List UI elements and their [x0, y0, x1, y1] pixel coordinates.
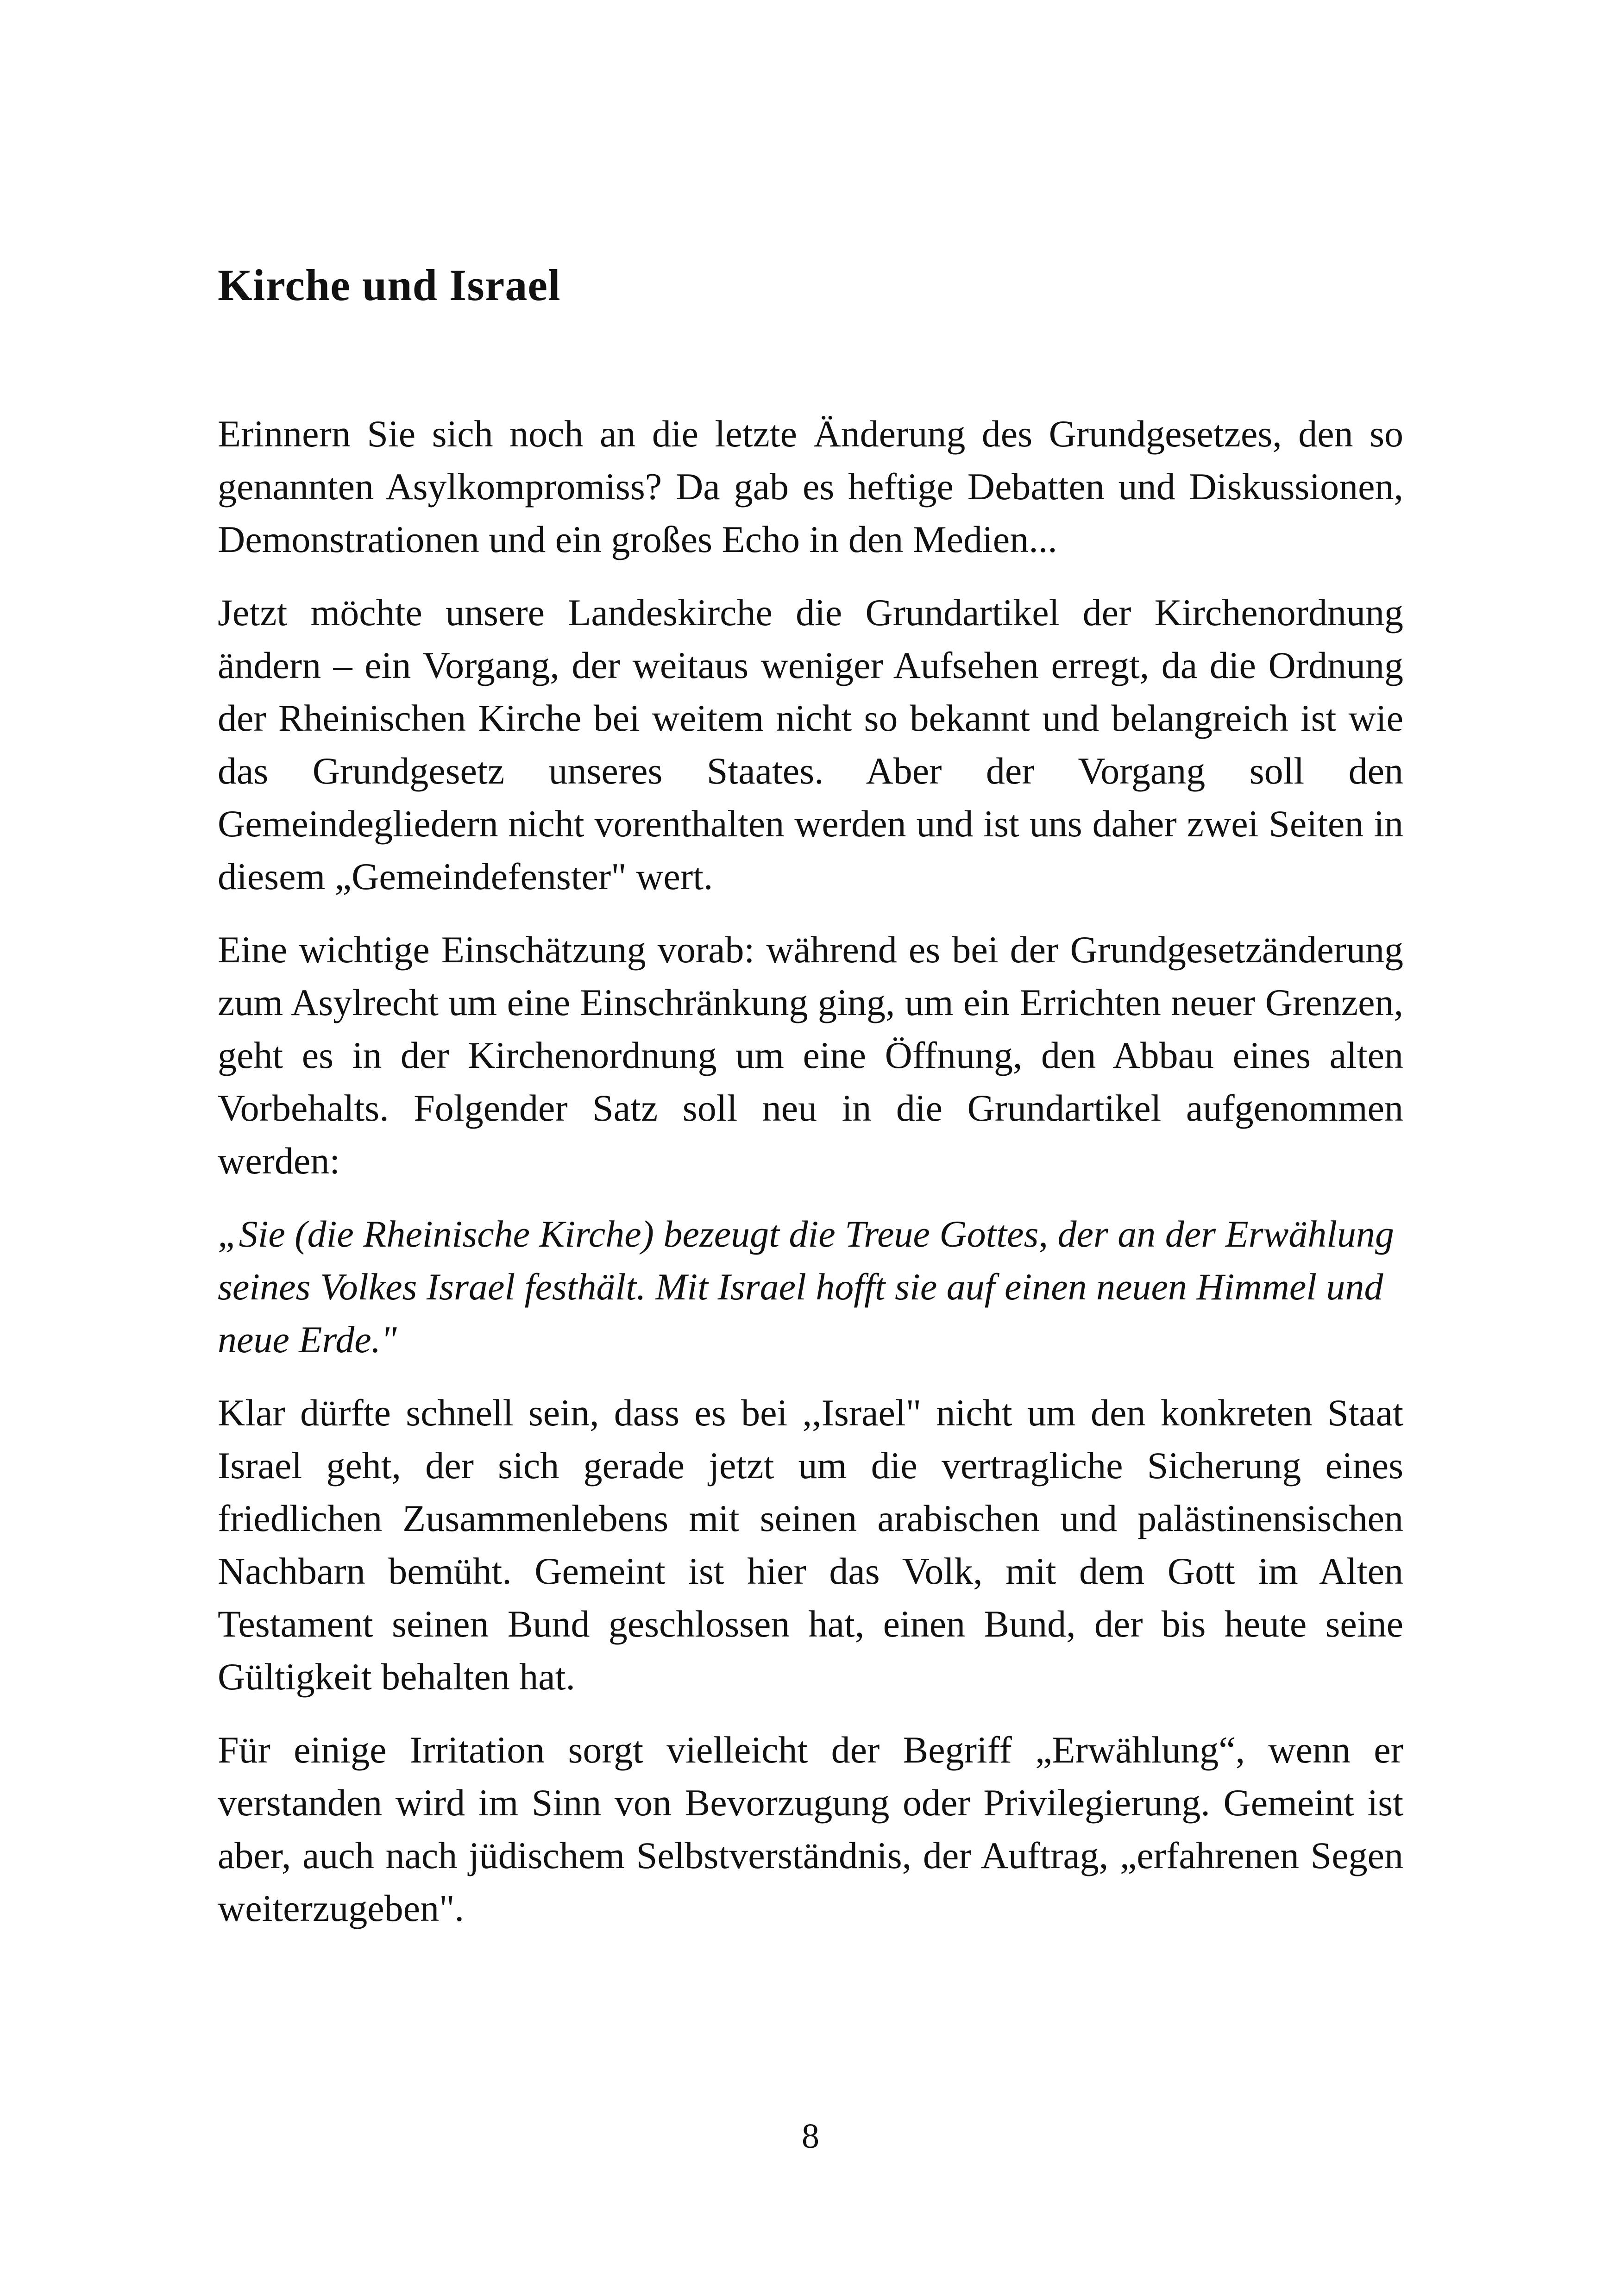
paragraph-israel-volk: Klar dürfte schnell sein, dass es bei ,,Israel" nicht um den konkreten Staat Israel geht, der sich gerade jetzt um die vertragliche Sicherung eines friedlichen Zusammenlebens mit seinen arabischen und palästinensischen Nachbarn bemüht. Gemeint ist hier das Volk, mit dem Gott im Alten Testament seinen Bund geschlossen hat, einen Bund, der bis heute seine Gültigkeit behalten hat. — [218, 1392, 1403, 1698]
page-title: Kirche und Israel — [218, 260, 561, 310]
paragraph-einschaetzung: Eine wichtige Einschätzung vorab: während es bei der Grundgesetzänderung zum Asylrecht um eine Einschränkung ging, um ein Errichten neuer Grenzen, geht es in der Kirchenordnung um eine Öffnung, den Abbau eines alten Vorbehalts. Folgender Satz soll neu in die Grundartikel aufgenommen werden: — [218, 928, 1403, 1182]
paragraph-erwaehlung: Für einige Irritation sorgt vielleicht der Begriff „Erwählung“, wenn er verstanden wird im Sinn von Bevorzugung oder Privilegierung. Gemeint ist aber, auch nach jüdischem Selbstverständnis, der Auftrag, „erfahrenen Segen weiterzugeben". — [218, 1729, 1403, 1929]
paragraph-landeskirche: Jetzt möchte unsere Landeskirche die Grundartikel der Kirchenordnung ändern – ein Vorgang, der weitaus weniger Aufsehen erregt, da die Ordnung der Rheinischen Kirche bei weitem nicht so bekannt und belangreich ist wie das Grundgesetz unseres Staates. Aber der Vorgang soll den Gemeindegliedern nicht vorenthalten werden und ist uns daher zwei Seiten in diesem „Gemeindefenster" wert. — [218, 591, 1403, 897]
paragraph-intro: Erinnern Sie sich noch an die letzte Änderung des Grundgesetzes, den so genannten Asylkompromiss? Da gab es heftige Debatten und Diskussionen, Demonstrationen und ein großes Echo in den Medien... — [218, 413, 1403, 560]
quote-grundartikel: „Sie (die Rheinische Kirche) bezeugt die Treue Gottes, der an der Erwählung seines Volkes Israel festhält. Mit Israel hofft sie auf einen neuen Himmel und neue Erde." — [218, 1213, 1395, 1361]
page-number: 8 — [802, 2117, 819, 2156]
article-body — [218, 408, 1403, 1955]
